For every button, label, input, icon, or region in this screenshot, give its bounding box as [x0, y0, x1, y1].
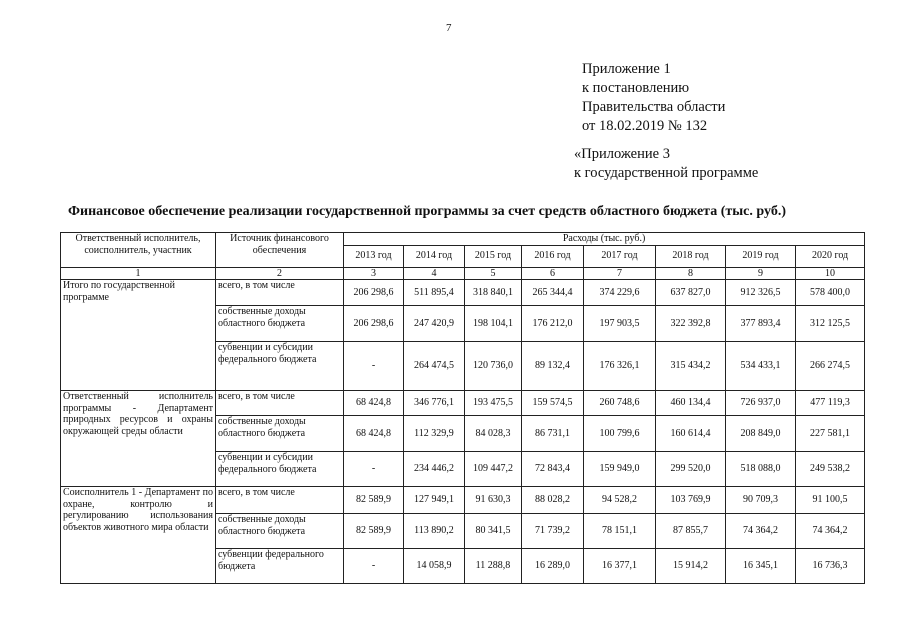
value-cell: 534 433,1 [726, 342, 796, 391]
value-cell: 16 377,1 [584, 549, 656, 584]
value-cell: 260 748,6 [584, 391, 656, 416]
value-cell: 112 329,9 [404, 416, 465, 452]
column-number: 4 [404, 267, 465, 280]
header-year: 2014 год [404, 245, 465, 267]
column-number: 6 [522, 267, 584, 280]
column-number: 5 [465, 267, 522, 280]
value-cell: - [344, 342, 404, 391]
source-cell: всего, в том числе [216, 487, 344, 514]
value-cell: 91 630,3 [465, 487, 522, 514]
value-cell: 14 058,9 [404, 549, 465, 584]
column-number: 9 [726, 267, 796, 280]
source-cell: субвенции и субсидии федерального бюджета [216, 342, 344, 391]
header-year: 2013 год [344, 245, 404, 267]
page-number: 7 [446, 22, 452, 34]
value-cell: 176 212,0 [522, 306, 584, 342]
value-cell: 127 949,1 [404, 487, 465, 514]
executor-cell: Соисполнитель 1 - Департамент по охране, контролю и регулированию использования объектов животного мира области [61, 487, 216, 584]
value-cell: 198 104,1 [465, 306, 522, 342]
value-cell: 15 914,2 [656, 549, 726, 584]
value-cell: 89 132,4 [522, 342, 584, 391]
value-cell: 265 344,4 [522, 280, 584, 306]
value-cell: 11 288,8 [465, 549, 522, 584]
source-cell: субвенции и субсидии федерального бюджета [216, 452, 344, 487]
value-cell: 322 392,8 [656, 306, 726, 342]
header-year: 2019 год [726, 245, 796, 267]
value-cell: 103 769,9 [656, 487, 726, 514]
annex-line: «Приложение 3 [574, 146, 670, 162]
value-cell: 94 528,2 [584, 487, 656, 514]
value-cell: 90 709,3 [726, 487, 796, 514]
value-cell: 74 364,2 [726, 514, 796, 549]
value-cell: 511 895,4 [404, 280, 465, 306]
value-cell: 346 776,1 [404, 391, 465, 416]
value-cell: 84 028,3 [465, 416, 522, 452]
value-cell: 120 736,0 [465, 342, 522, 391]
executor-cell: Ответственный исполнитель программы - Департамент природных ресурсов и охраны окружающей среды области [61, 391, 216, 487]
value-cell: 68 424,8 [344, 416, 404, 452]
table-row [61, 391, 865, 416]
value-cell: 16 289,0 [522, 549, 584, 584]
header-year: 2016 год [522, 245, 584, 267]
value-cell: 206 298,6 [344, 280, 404, 306]
source-cell: собственные доходы областного бюджета [216, 416, 344, 452]
source-cell: всего, в том числе [216, 391, 344, 416]
value-cell: 264 474,5 [404, 342, 465, 391]
value-cell: 912 326,5 [726, 280, 796, 306]
value-cell: 477 119,3 [796, 391, 865, 416]
column-number: 1 [61, 267, 216, 280]
value-cell: 72 843,4 [522, 452, 584, 487]
header-source: Источник финансового обеспечения [216, 233, 344, 268]
column-number: 10 [796, 267, 865, 280]
column-number: 7 [584, 267, 656, 280]
value-cell: 249 538,2 [796, 452, 865, 487]
value-cell: 100 799,6 [584, 416, 656, 452]
column-number: 3 [344, 267, 404, 280]
header-year: 2017 год [584, 245, 656, 267]
value-cell: 227 581,1 [796, 416, 865, 452]
value-cell: 68 424,8 [344, 391, 404, 416]
value-cell: 159 574,5 [522, 391, 584, 416]
value-cell: 193 475,5 [465, 391, 522, 416]
value-cell: 315 434,2 [656, 342, 726, 391]
header-year: 2020 год [796, 245, 865, 267]
value-cell: 518 088,0 [726, 452, 796, 487]
value-cell: 16 736,3 [796, 549, 865, 584]
executor-cell: Итого по государственной программе [61, 280, 216, 391]
annex-line: к постановлению [582, 80, 690, 96]
value-cell: 299 520,0 [656, 452, 726, 487]
value-cell: 377 893,4 [726, 306, 796, 342]
value-cell: 87 855,7 [656, 514, 726, 549]
value-cell: 91 100,5 [796, 487, 865, 514]
value-cell: 74 364,2 [796, 514, 865, 549]
value-cell: 160 614,4 [656, 416, 726, 452]
value-cell: 374 229,6 [584, 280, 656, 306]
annex-block-2 [574, 145, 758, 183]
value-cell: 312 125,5 [796, 306, 865, 342]
value-cell: 82 589,9 [344, 487, 404, 514]
value-cell: 82 589,9 [344, 514, 404, 549]
value-cell: 318 840,1 [465, 280, 522, 306]
value-cell: - [344, 452, 404, 487]
value-cell: 206 298,6 [344, 306, 404, 342]
value-cell: 460 134,4 [656, 391, 726, 416]
value-cell: 80 341,5 [465, 514, 522, 549]
header-year: 2018 год [656, 245, 726, 267]
value-cell: 113 890,2 [404, 514, 465, 549]
header-year: 2015 год [465, 245, 522, 267]
value-cell: 726 937,0 [726, 391, 796, 416]
source-cell: всего, в том числе [216, 280, 344, 306]
value-cell: 176 326,1 [584, 342, 656, 391]
value-cell: 247 420,9 [404, 306, 465, 342]
column-number: 2 [216, 267, 344, 280]
finance-table [60, 232, 865, 584]
document-title: Финансовое обеспечение реализации государственной программы за счет средств областного бюджета (тыс. руб.) [68, 204, 786, 219]
value-cell: 578 400,0 [796, 280, 865, 306]
table-row [61, 280, 865, 306]
column-number: 8 [656, 267, 726, 280]
value-cell: 16 345,1 [726, 549, 796, 584]
value-cell: - [344, 549, 404, 584]
value-cell: 71 739,2 [522, 514, 584, 549]
value-cell: 86 731,1 [522, 416, 584, 452]
annex-block [582, 60, 725, 136]
value-cell: 78 151,1 [584, 514, 656, 549]
annex-line: от 18.02.2019 № 132 [582, 118, 708, 134]
source-cell: собственные доходы областного бюджета [216, 306, 344, 342]
header-expenses: Расходы (тыс. руб.) [344, 233, 865, 246]
value-cell: 208 849,0 [726, 416, 796, 452]
annex-line: Правительства области [582, 99, 726, 115]
annex-line: Приложение 1 [582, 61, 671, 77]
table-row [61, 487, 865, 514]
value-cell: 266 274,5 [796, 342, 865, 391]
value-cell: 234 446,2 [404, 452, 465, 487]
value-cell: 109 447,2 [465, 452, 522, 487]
source-cell: собственные доходы областного бюджета [216, 514, 344, 549]
source-cell: субвенции федерального бюджета [216, 549, 344, 584]
value-cell: 159 949,0 [584, 452, 656, 487]
value-cell: 88 028,2 [522, 487, 584, 514]
value-cell: 637 827,0 [656, 280, 726, 306]
annex-line: к государственной программе [574, 165, 759, 181]
value-cell: 197 903,5 [584, 306, 656, 342]
header-executor: Ответственный исполнитель, соисполнитель, участник [61, 233, 216, 268]
